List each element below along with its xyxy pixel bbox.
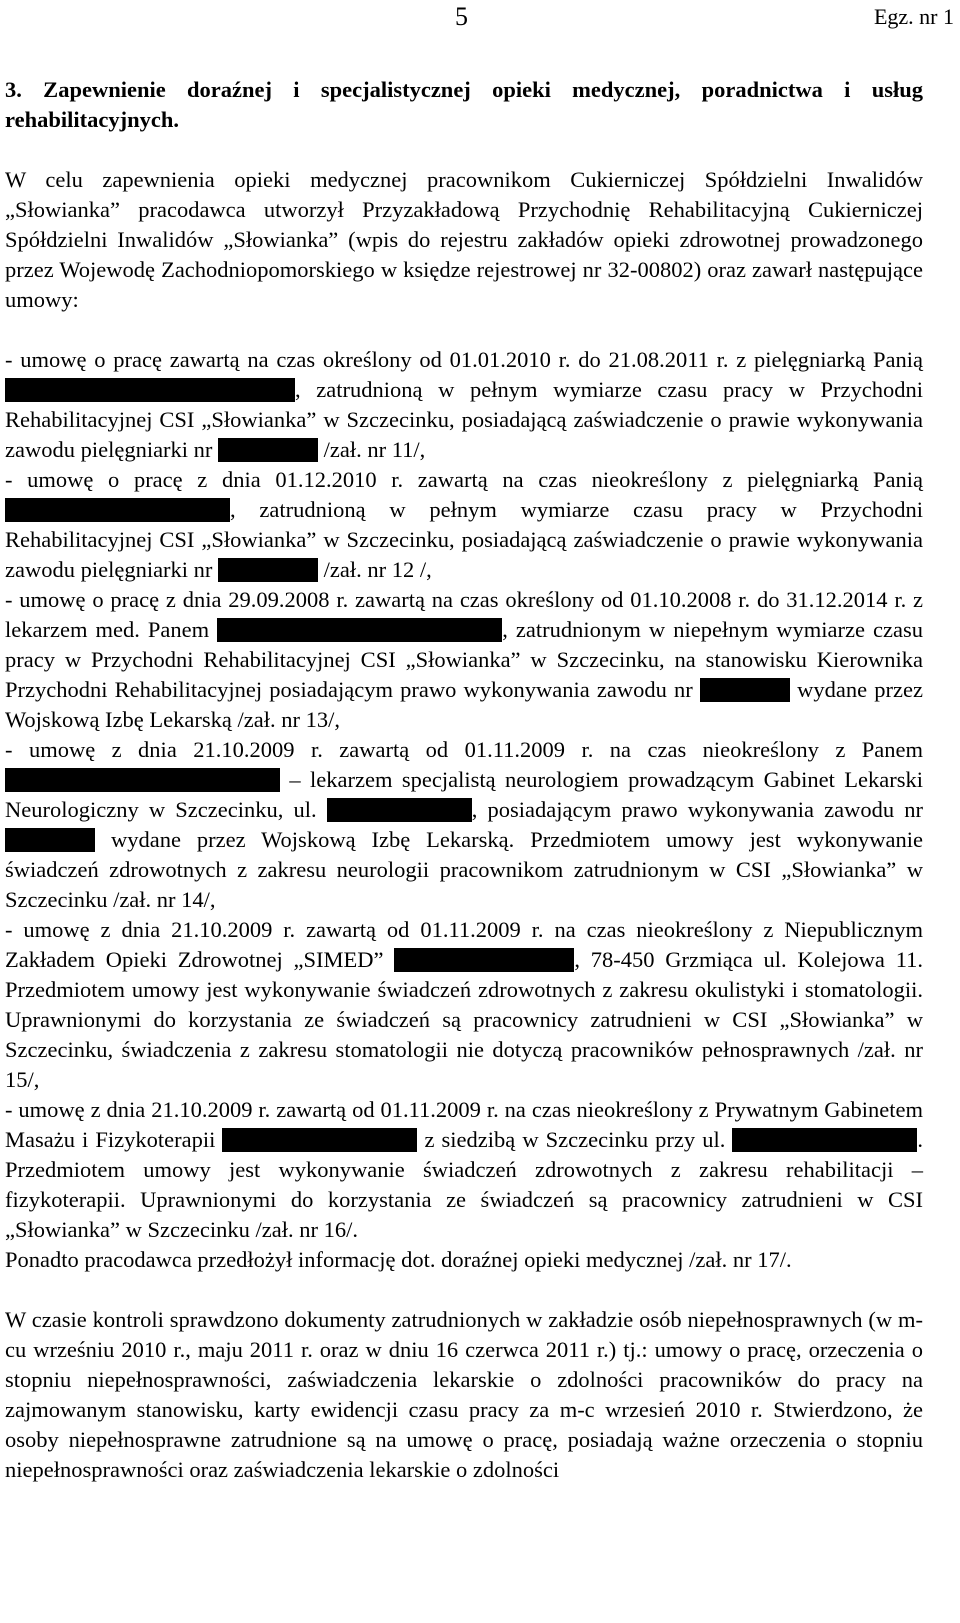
additional-info: Ponadto pracodawca przedłożył informację dot. doraźnej opieki medycznej /zał. nr 17/. xyxy=(5,1247,792,1272)
spacer xyxy=(5,315,923,345)
redaction-block xyxy=(5,768,280,792)
page-number: 5 xyxy=(455,2,468,31)
spacer xyxy=(5,1275,923,1305)
contract-neurologist: - umowę z dnia 21.10.2009 r. zawartą od 01.11.2009 r. na czas nieokreślony z Panem – lekarzem specjalistą neurologiem prowadzącym Gabinet Lekarski Neurologiczny w Szczecinku, ul. , posiadającym prawo wykonywania zawodu nr wydane przez Wojskową Izbę Lekarską. Przedmiotem umowy jest wykonywanie świadczeń zdrowotnych z zakresu neurologii pracownikom zatrudnionym w CSI „Słowianka” w Szczecinku /zał. nr 14/, xyxy=(5,737,924,912)
redaction-block xyxy=(5,378,295,402)
redaction-block xyxy=(732,1128,917,1152)
contract-physiotherapy: - umowę z dnia 21.10.2009 r. zawartą od 01.11.2009 r. na czas nieokreślony z Prywatnym Gabinetem Masażu i Fizykoterapii z siedzibą w Szczecinku przy ul. . Przedmiotem umowy jest wykonywanie świadczeń zdrowotnych z zakresu rehabilitacji – fizykoterapii. Uprawnionymi do korzystania ze świadczeń są pracownicy zatrudnieni w CSI „Słowianka” w Szczecinku /zał. nr 16/. xyxy=(5,1097,924,1242)
intro-paragraph: W celu zapewnienia opieki medycznej pracownikom Cukierniczej Spółdzielni Inwalidów „Słowianka” pracodawca utworzył Przyzakładową Przychodnię Rehabilitacyjną Cukierniczej Spółdzielni Inwalidów „Słowianka” (wpis do rejestru zakładów opieki zdrowotnej prowadzonego przez Wojewodę Zachodniopomorskiego w księdze rejestrowej nr 32-00802) oraz zawarł następujące umowy: xyxy=(5,167,923,312)
redaction-block xyxy=(218,438,318,462)
contract-nurse-2: - umowę o pracę z dnia 01.12.2010 r. zawartą na czas nieokreślony z pielęgniarką Panią , zatrudnioną w pełnym wymiarze czasu pracy w Przychodni Rehabilitacyjnej CSI „Słowianka” w Szczecinku, posiadającą zaświadczenie o prawie wykonywania zawodu pielęgniarki nr /zał. nr 12 /, xyxy=(5,467,923,582)
redaction-block xyxy=(218,558,318,582)
inspection-paragraph: W czasie kontroli sprawdzono dokumenty zatrudnionych w zakładzie osób niepełnosprawnych (w m-cu wrześniu 2010 r., maju 2011 r. oraz w dniu 16 czerwca 2011 r.) tj.: umowy o pracę, orzeczenia o stopniu niepełnosprawności, zaświadczenia lekarskie o zdolności pracowników do pracy na zajmowanym stanowisku, karty ewidencji czasu pracy za m-c wrzesień 2010 r. Stwierdzono, że osoby niepełnosprawne zatrudnione są na umowę o pracę, posiadają ważne orzeczenia o stopniu niepełnosprawności oraz zaświadczenia lekarskie o zdolności xyxy=(5,1307,923,1482)
contract-nurse-1: - umowę o pracę zawartą na czas określony od 01.01.2010 r. do 21.08.2011 r. z pielęgniarką Panią , zatrudnioną w pełnym wymiarze czasu pracy w Przychodni Rehabilitacyjnej CSI „Słowianka” w Szczecinku, posiadającą zaświadczenie o prawie wykonywania zawodu pielęgniarki nr /zał. nr 11/, xyxy=(5,347,923,462)
copy-label: Egz. nr 1 xyxy=(873,4,954,29)
redaction-block xyxy=(222,1128,417,1152)
redaction-block xyxy=(394,948,574,972)
redaction-block xyxy=(217,618,502,642)
contract-simed: - umowę z dnia 21.10.2009 r. zawartą od 01.11.2009 r. na czas nieokreślony z Niepublicznym Zakładem Opieki Zdrowotnej „SIMED” , 78-450 Grzmiąca ul. Kolejowa 11. Przedmiotem umowy jest wykonywanie świadczeń zdrowotnych z zakresu okulistyki i stomatologii. Uprawnionymi do korzystania ze świadczeń są pracownicy zatrudnieni w CSI „Słowianka” w Szczecinku, świadczenia z zakresu stomatologii nie dotyczą pracowników pełnosprawnych /zał. nr 15/, xyxy=(5,917,923,1092)
redaction-block xyxy=(327,798,472,822)
redaction-block xyxy=(700,678,790,702)
section-heading: 3. Zapewnienie doraźnej i specjalistycznej opieki medycznej, poradnictwa i usług rehabilitacyjnych. xyxy=(5,77,923,132)
contract-doctor: - umowę o pracę z dnia 29.09.2008 r. zawartą na czas określony od 01.10.2008 r. do 31.12.2014 r. z lekarzem med. Panem , zatrudnionym w niepełnym wymiarze czasu pracy w Przychodni Rehabilitacyjnej CSI „Słowianka” w Szczecinku, na stanowisku Kierownika Przychodni Rehabilitacyjnej posiadającym prawo wykonywania zawodu nr wydane przez Wojskową Izbę Lekarską /zał. nr 13/, xyxy=(5,587,923,732)
document-body xyxy=(5,75,923,1485)
redaction-block xyxy=(5,828,95,852)
redaction-block xyxy=(5,498,230,522)
